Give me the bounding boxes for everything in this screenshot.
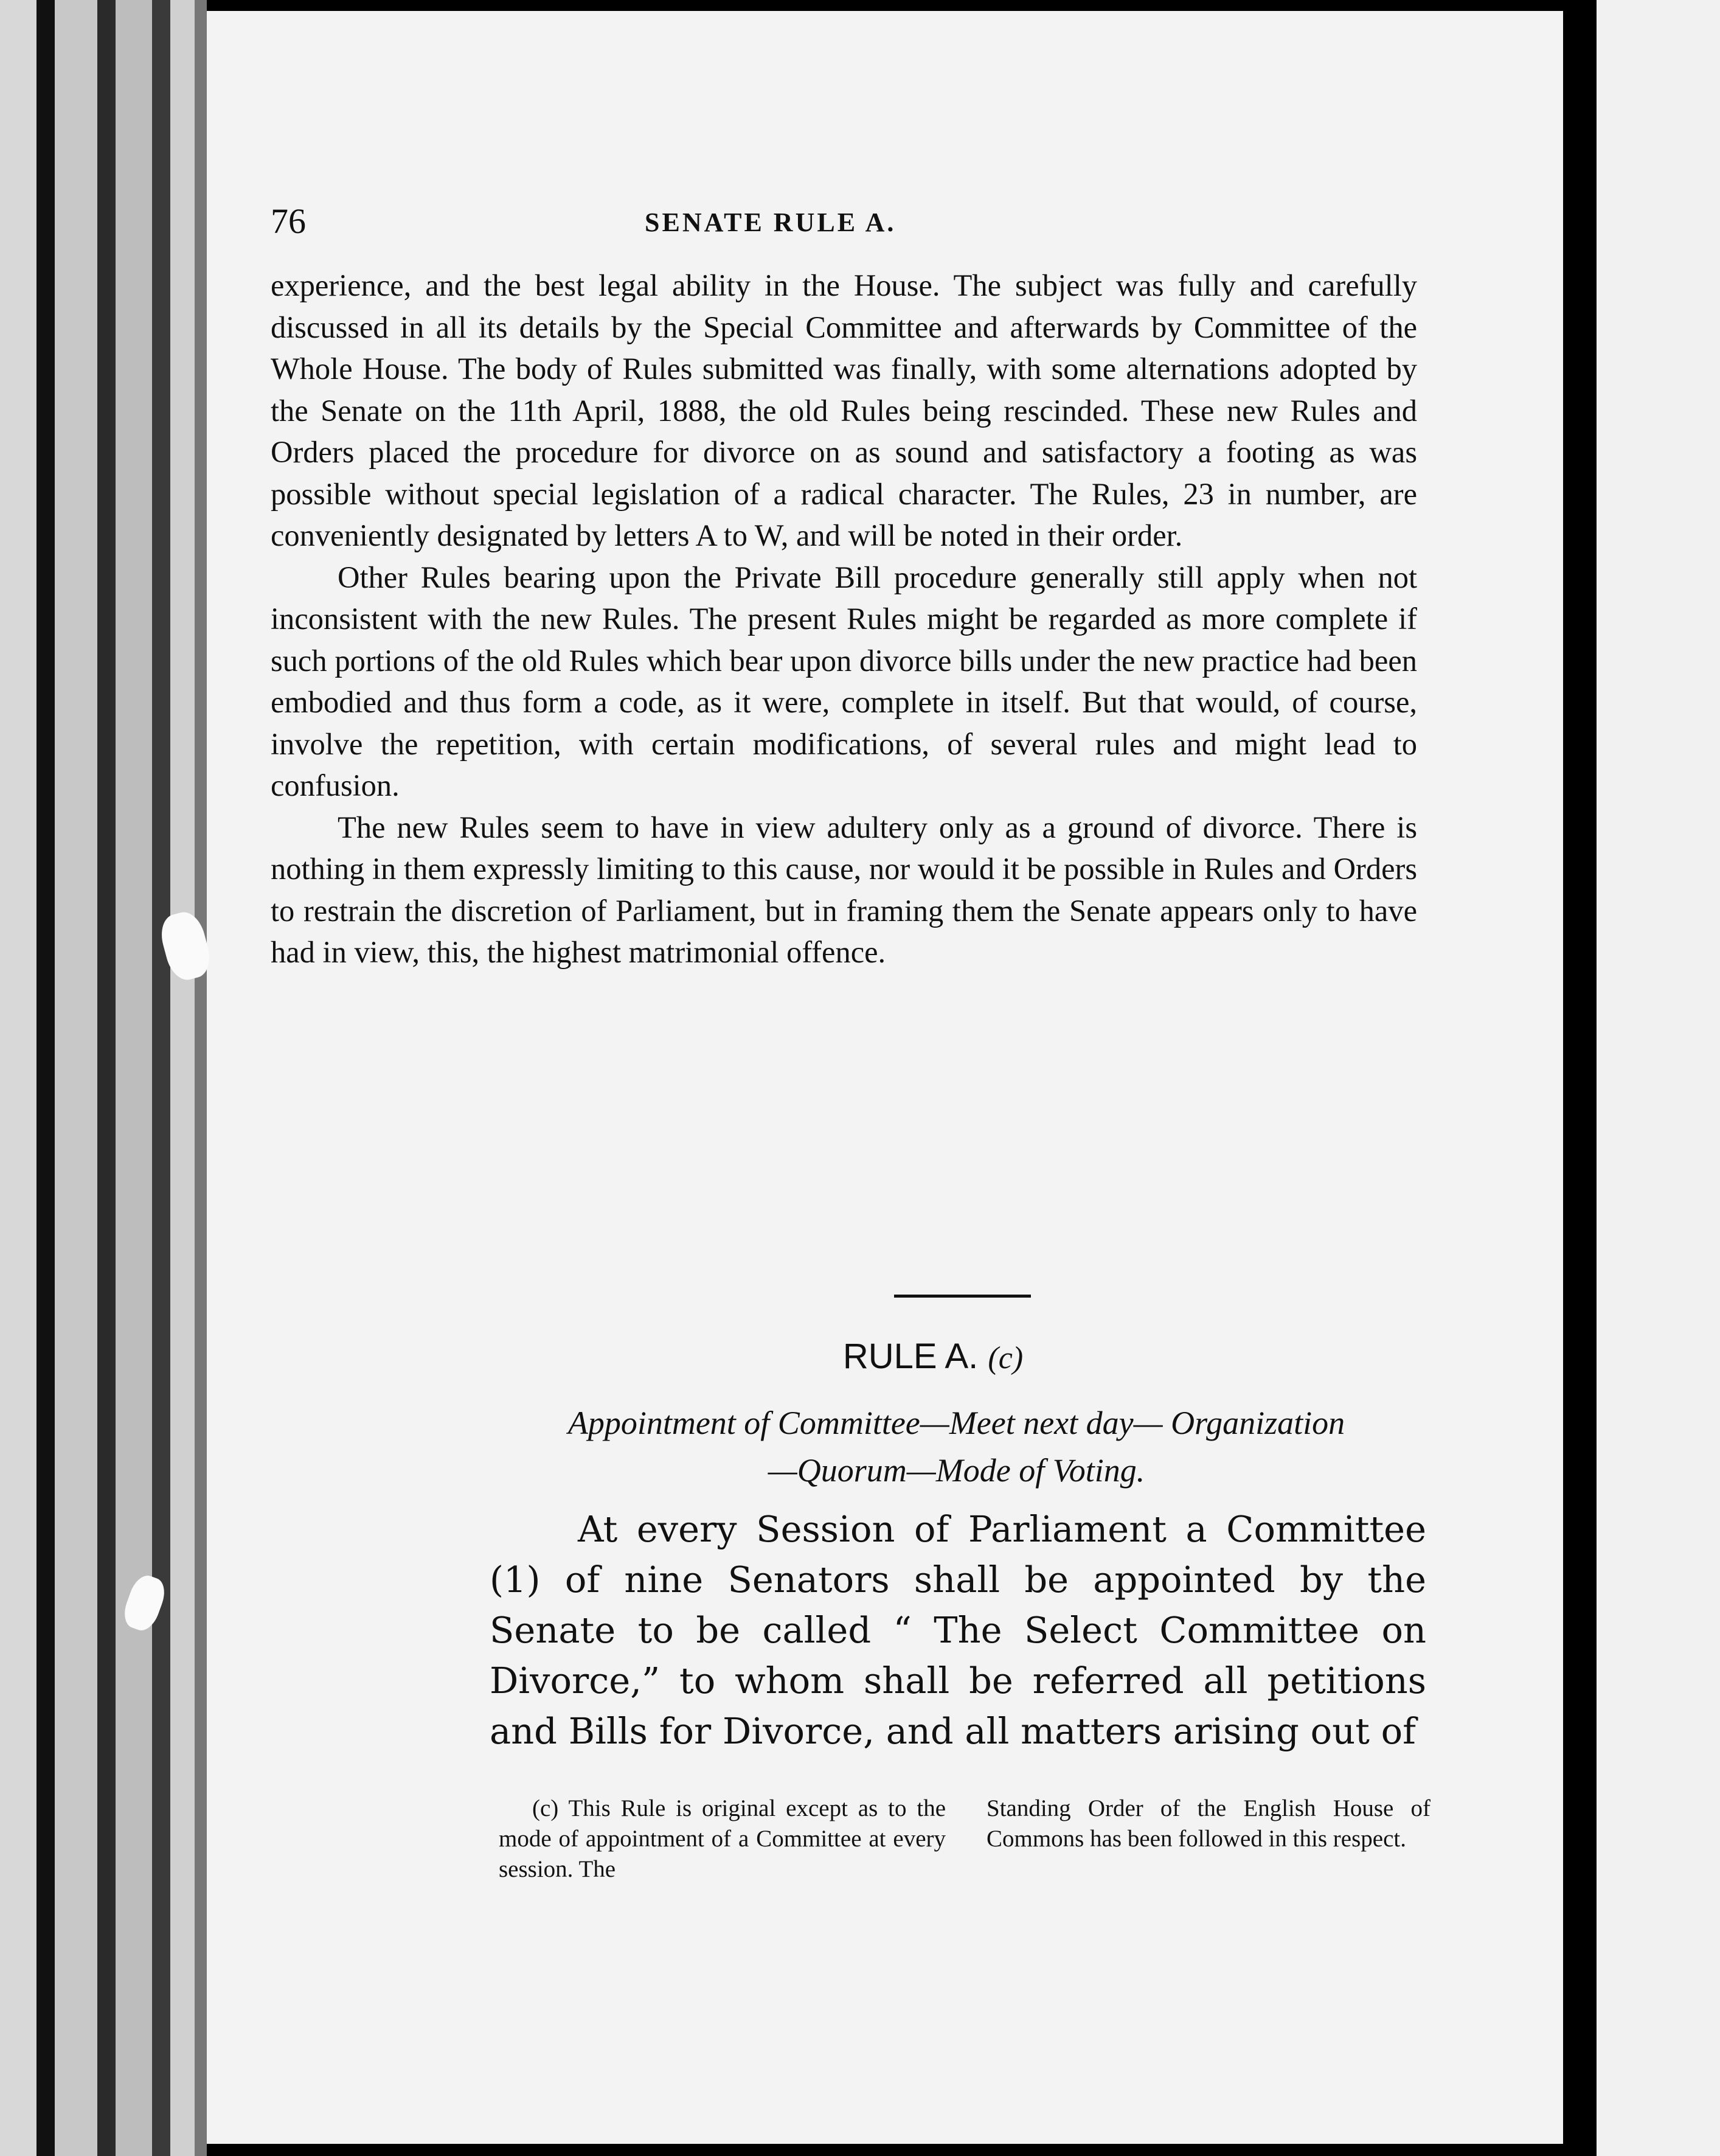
rule-heading-title: RULE A. (842, 1337, 979, 1376)
adjacent-page (1597, 0, 1720, 2156)
running-title: SENATE RULE A. (645, 207, 896, 237)
section-divider (894, 1295, 1031, 1298)
footnote-text: (c) This Rule is original except as to the mode of appointment of a Committee at every session. The (499, 1795, 946, 1882)
book-edge (152, 0, 170, 2156)
footnote-text: Standing Order of the English House of Commons has been followed in this respect. (987, 1795, 1430, 1852)
book-edge (116, 0, 152, 2156)
rule-paragraph: At every Session of Parliament a Committee (1) of nine Senators shall be appointed by the Senate to be called “ The Select Committee on Divorce,” to whom shall be referred all petitions and Bills for Divorce, and all matters arising out of (490, 1508, 1426, 1752)
rule-heading-note: (c) (988, 1341, 1024, 1375)
book-edge (36, 0, 55, 2156)
rule-text (490, 1504, 1426, 1756)
rule-subtitle-line: —Quorum—Mode of Voting. (768, 1452, 1145, 1489)
rule-subtitle (487, 1399, 1426, 1494)
book-edge (97, 0, 116, 2156)
body-text (271, 265, 1417, 973)
rule-heading (0, 1336, 1720, 1377)
body-paragraph: experience, and the best legal ability in the House. The subject was fully and carefully discussed in all its details by the Special Committee and afterwards by Committee of the Whole House. The body of Rules submitted was finally, with some alternations adopted by the Senate on the 11th April, 1888, the old Rules being rescinded. These new Rules and Orders placed the procedure for divorce on as sound and satisfactory a footing as was possible without special legislation of a radical character. The Rules, 23 in number, are conveniently designated by letters A to W, and will be noted in their order. (271, 268, 1417, 552)
rule-subtitle-line: Appointment of Committee—Meet next day— Organization (567, 1405, 1345, 1441)
book-edge (0, 0, 36, 2156)
book-edge (170, 0, 195, 2156)
body-paragraph: Other Rules bearing upon the Private Bill procedure generally still apply when not inconsistent with the new Rules. The present Rules might be regarded as more complete if such portions of the old Rules which bear upon divorce bills under the new practice had been embodied and thus form a code, as it were, complete in itself. But that would, of course, involve the repetition, with certain modifications, of several rules and might lead to confusion. (271, 560, 1417, 802)
footnote-left (499, 1793, 946, 1885)
book-edge (55, 0, 97, 2156)
running-head (0, 201, 1720, 249)
page-number: 76 (271, 201, 306, 241)
book-edge (195, 0, 207, 2156)
footnote-right (987, 1793, 1430, 1854)
body-paragraph: The new Rules seem to have in view adultery only as a ground of divorce. There is nothing in them expressly limiting to this cause, nor would it be possible in Rules and Orders to restrain the discretion of Parliament, but in framing them the Senate appears only to have had in view, this, the highest matrimonial offence. (271, 810, 1417, 969)
